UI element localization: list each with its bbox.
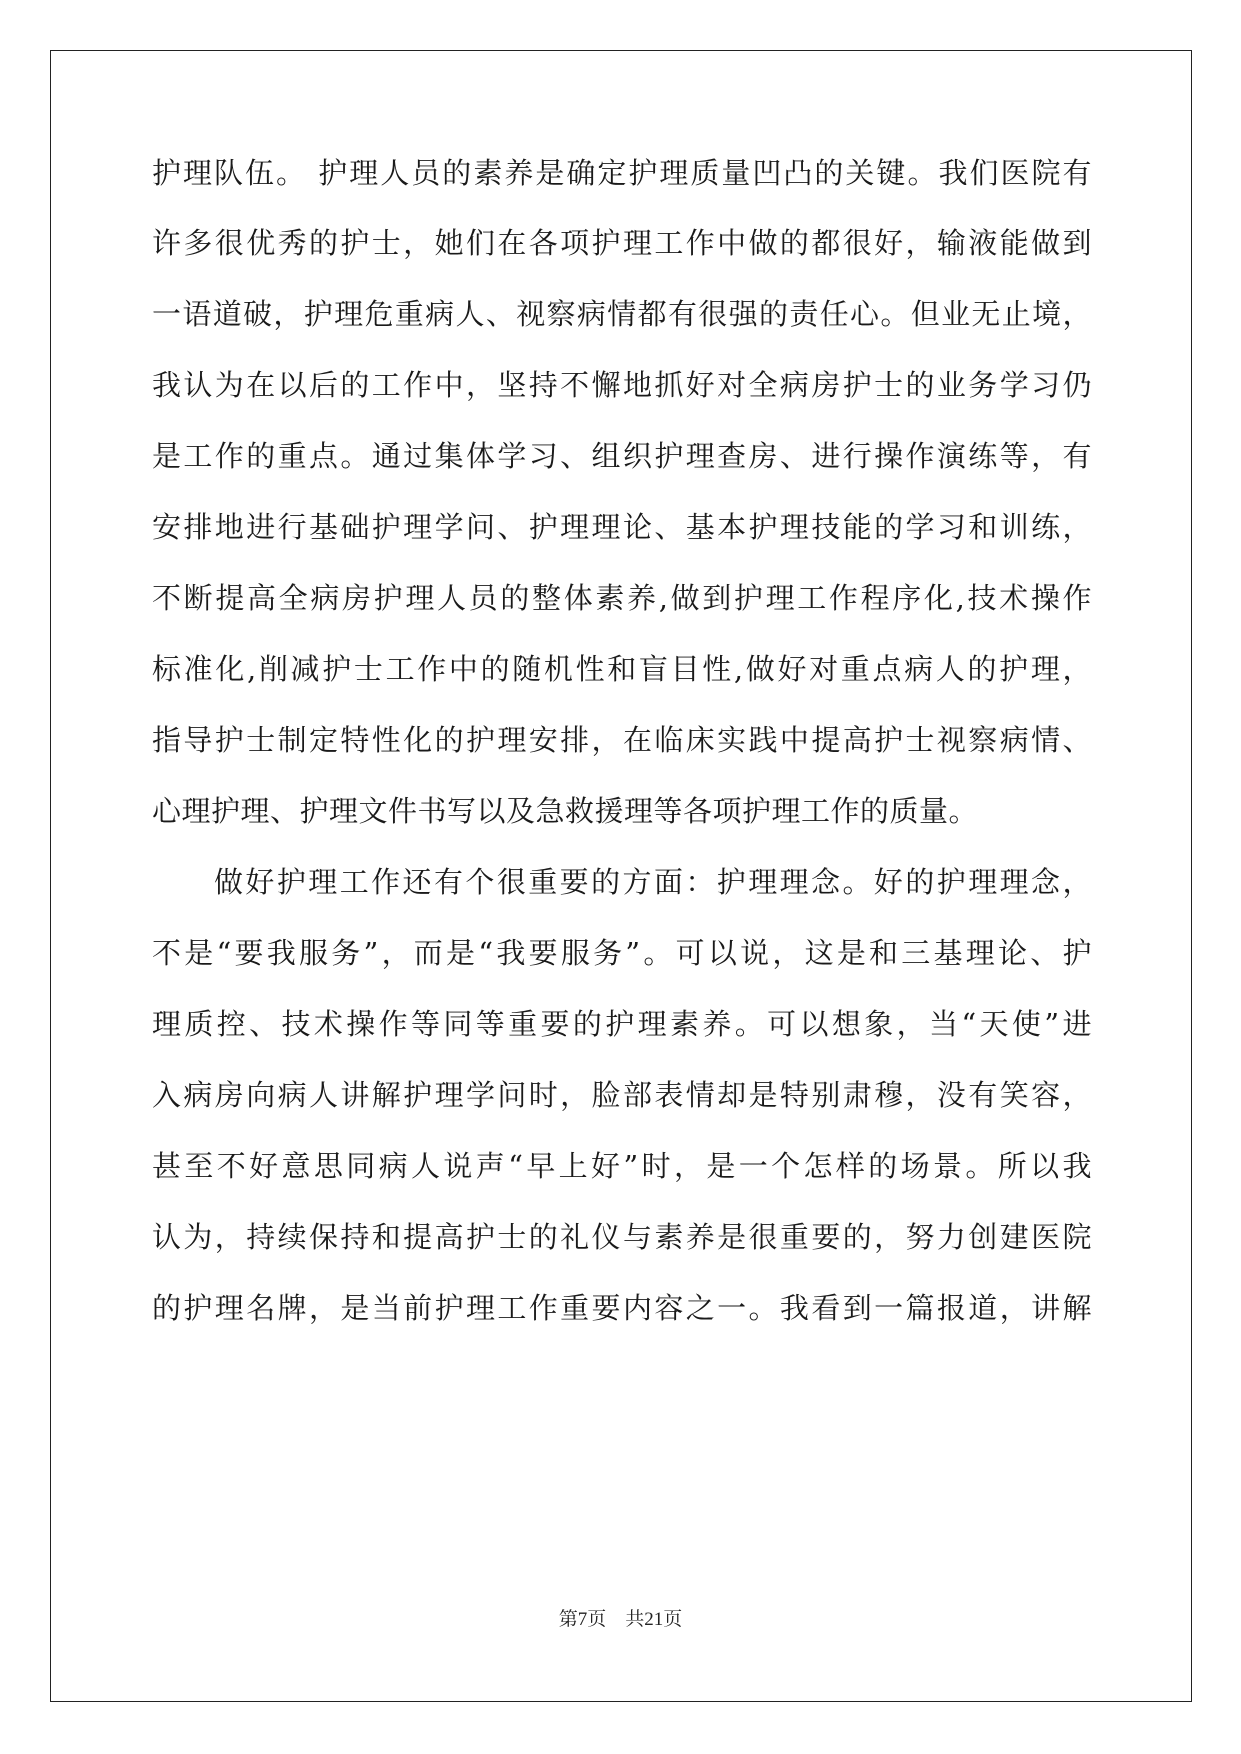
paragraph-line: 安排地进行基础护理学问、护理理论、基本护理技能的学习和训练， <box>152 510 1092 544</box>
paragraph-line: 一语道破，护理危重病人、视察病情都有很强的责任心。但业无止境， <box>152 297 1092 331</box>
paragraph-line: 不是“要我服务”，而是“我要服务”。可以说，这是和三基理论、护 <box>152 936 1092 970</box>
paragraph-line: 理质控、技术操作等同等重要的护理素养。可以想象，当“天使”进 <box>152 1007 1092 1041</box>
paragraph-line: 不断提高全病房护理人员的整体素养,做到护理工作程序化,技术操作 <box>152 581 1092 615</box>
paragraph-line: 甚至不好意思同病人说声“早上好”时，是一个怎样的场景。所以我 <box>152 1149 1092 1183</box>
paragraph-first-line: 做好护理工作还有个很重要的方面：护理理念。好的护理理念， <box>214 865 1092 899</box>
paragraph-line: 心理护理、护理文件书写以及急救援理等各项护理工作的质量。 <box>152 794 979 828</box>
page-number-footer: 第7页 共21页 <box>558 1609 683 1630</box>
paragraph-line: 是工作的重点。通过集体学习、组织护理查房、进行操作演练等，有 <box>152 439 1092 473</box>
paragraph-line: 入病房向病人讲解护理学问时，脸部表情却是特别肃穆，没有笑容， <box>152 1078 1092 1112</box>
paragraph-line: 护理队伍。 护理人员的素养是确定护理质量凹凸的关键。我们医院有 <box>152 156 1092 190</box>
paragraph-line: 我认为在以后的工作中，坚持不懈地抓好对全病房护士的业务学习仍 <box>152 368 1092 402</box>
paragraph-line: 认为，持续保持和提高护士的礼仪与素养是很重要的，努力创建医院 <box>152 1220 1092 1254</box>
paragraph-line: 指导护士制定特性化的护理安排，在临床实践中提高护士视察病情、 <box>152 723 1092 757</box>
paragraph-line: 标准化,削减护士工作中的随机性和盲目性,做好对重点病人的护理， <box>152 652 1092 686</box>
paragraph-line: 许多很优秀的护士，她们在各项护理工作中做的都很好，输液能做到 <box>152 226 1092 260</box>
paragraph-line: 的护理名牌，是当前护理工作重要内容之一。我看到一篇报道，讲解 <box>152 1291 1092 1325</box>
